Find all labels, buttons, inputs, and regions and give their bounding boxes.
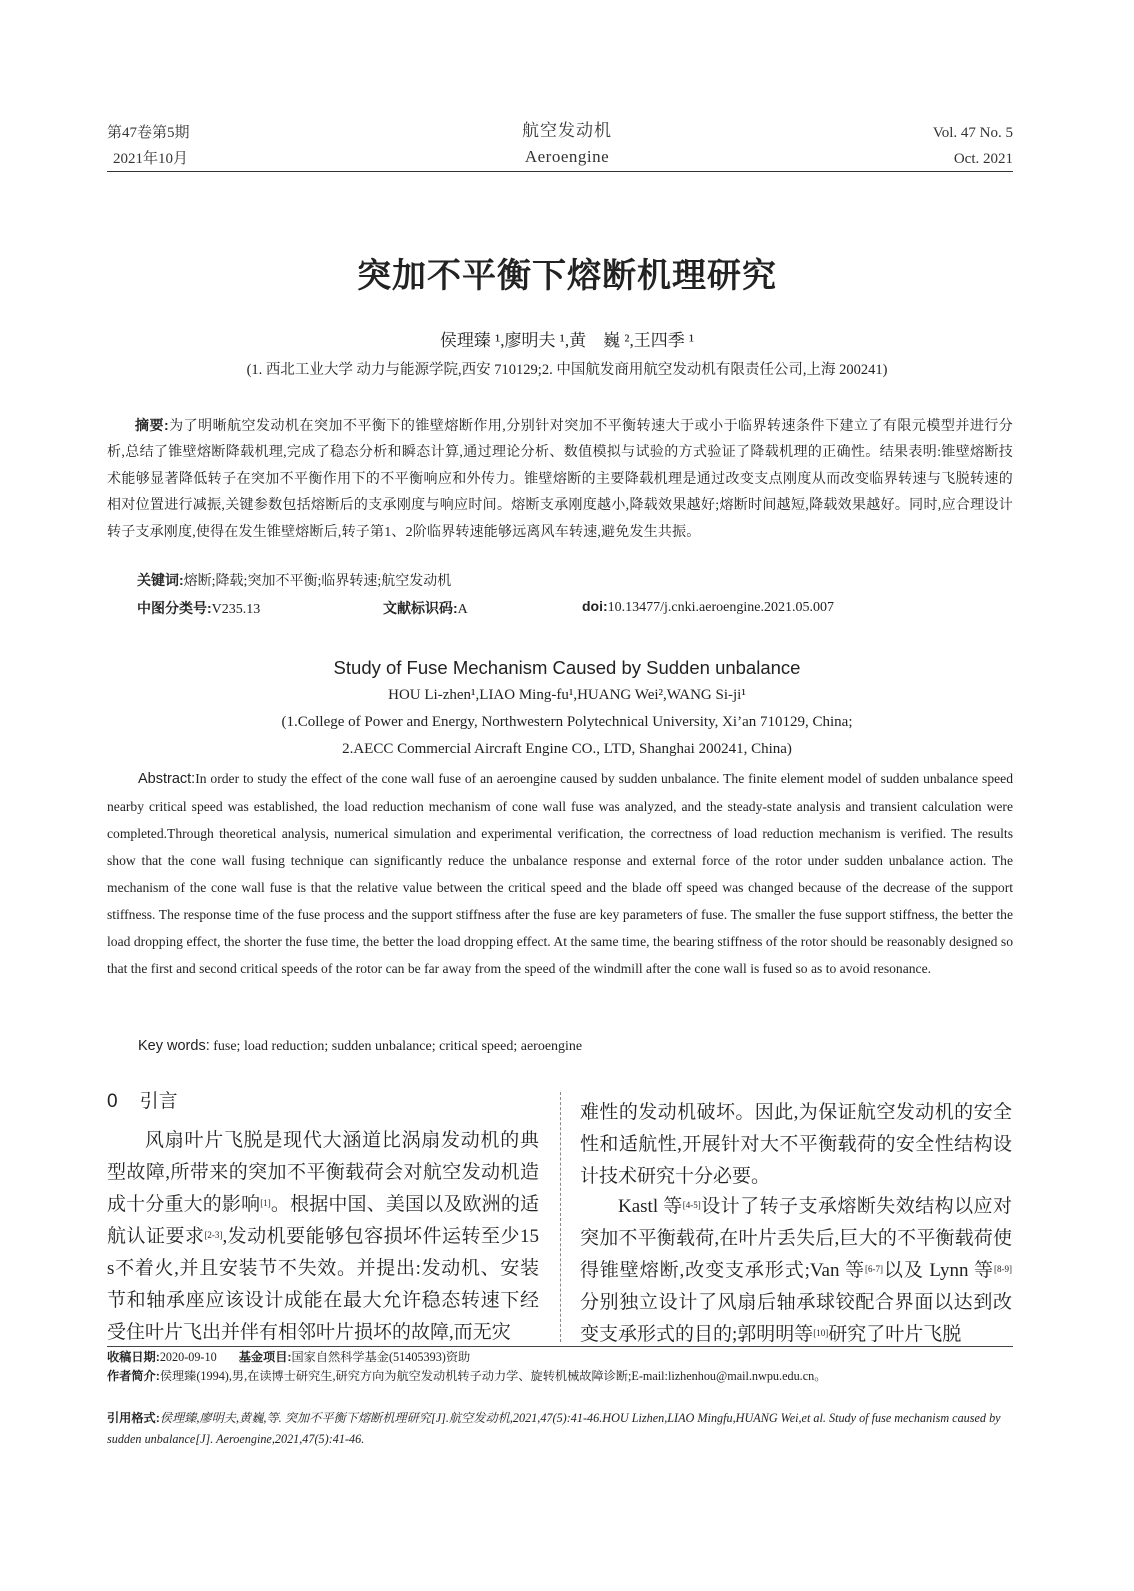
intro-paragraph-left (107, 1125, 539, 1349)
doi-value: 10.13477/j.cnki.aeroengine.2021.05.007 (607, 600, 834, 615)
title-en: Study of Fuse Mechanism Caused by Sudden unbalance (333, 657, 801, 678)
abstract-cn-text: 为了明晰航空发动机在突加不平衡下的锥壁熔断作用,分别针对突加不平衡转速大于或小于临界转速条件下建立了有限元模型并进行分析,总结了锥壁熔断降载机理,完成了稳态分析和瞬态计算,通过理论分析、数值模拟与试验的方式验证了降载机理的正确性。结果表明:锥壁熔断技术能够显著降低转子在突加不平衡作用下的不平衡响应和外传力。锥壁熔断的主要降载机理是通过改变支点刚度从而改变临界转速与飞脱转速的相对位置进行减振,关键参数包括熔断后的支承刚度与响应时间。熔断支承刚度越小,降载效果越好;熔断时间越短,降载效果越好。同时,应合理设计转子支承刚度,使得在发生锥壁熔断后,转子第1、2阶临界转速能够远离风车转速,避免发生共振。 (107, 419, 1014, 540)
received-label: 收稿日期: (107, 1350, 160, 1364)
clc-label: 中图分类号: (137, 600, 212, 616)
authors-cn: 侯理臻 ¹,廖明夫 ¹,黄 巍 ²,王四季 ¹ (439, 331, 695, 350)
doi-label: doi: (582, 598, 608, 614)
keywords-en-label: Key words: (138, 1038, 210, 1054)
intro-text: ,发动机要能够包容损坏件运转至少15 s不着火,并且安装节不失效。并提出:发动机、安装节和轴承座应该设计成能在最大允许稳态转速下经受住叶片飞出并伴有相邻叶片损坏的故障,而无灾 (107, 1226, 539, 1343)
volume-date: Oct. 2021 (953, 151, 1013, 167)
keywords-cn-label: 关键词: (137, 572, 184, 588)
citation-label: 引用格式: (107, 1411, 160, 1425)
journal-name-en: Aeroengine (524, 147, 610, 166)
volume-number: Vol. 47 No. 5 (932, 125, 1013, 141)
column-divider (560, 1092, 561, 1342)
header-rule (107, 171, 1013, 172)
citation-ref: [10] (813, 1328, 829, 1338)
keywords-en (138, 1038, 582, 1055)
citation-text: 侯理臻,廖明夫,黄巍,等. 突加不平衡下熔断机理研究[J].航空发动机,2021,47(5):41-46.HOU Lizhen,LIAO Mingfu,HUANG Wei,et al. Study of fuse mechanism caused by sudden unbalance[J]. Aeroengine,2021,47(5):41-46. (107, 1411, 1001, 1446)
abstract-en (107, 765, 1013, 982)
footnote-received (107, 1348, 1013, 1367)
affiliation-cn: (1. 西北工业大学 动力与能源学院,西安 710129;2. 中国航发商用航空发动机有限责任公司,上海 200241) (246, 362, 888, 378)
issue-volume: 第47卷第5期 (107, 125, 190, 141)
author-bio-value: 侯理臻(1994),男,在读博士研究生,研究方向为航空发动机转子动力学、旋转机械故障诊断;E-mail:lizhenhou@mail.nwpu.edu.cn。 (159, 1369, 827, 1383)
intro-paragraph-right-1: 难性的发动机破坏。因此,为保证航空发动机的安全性和适航性,开展针对大不平衡载荷的安全性结构设计技术研究十分必要。 (580, 1102, 1012, 1187)
doc-label: 文献标识码: (383, 600, 458, 616)
citation-ref: [6-7] (865, 1264, 884, 1274)
citation-format (107, 1408, 1013, 1450)
journal-volume-en (933, 120, 1013, 172)
author-bio-label: 作者简介: (107, 1369, 160, 1383)
citation-ref: [4-5] (682, 1200, 701, 1210)
keywords-cn-text: 熔断;降载;突加不平衡;临界转速;航空发动机 (183, 574, 452, 589)
section-number: 0 (107, 1091, 118, 1112)
journal-name-cn: 航空发动机 (522, 121, 612, 140)
intro-text: 。根据中国、美国以及欧洲的适航认证要求 (107, 1194, 539, 1247)
doi (582, 598, 834, 616)
citation-ref: [2-3] (204, 1230, 223, 1240)
doc-value: A (457, 602, 468, 617)
abstract-cn (107, 412, 1013, 546)
authors-en: HOU Li-zhen¹,LIAO Ming-fu¹,HUANG Wei²,WANG Si-ji¹ (388, 687, 746, 703)
footnote-rule (107, 1346, 1013, 1347)
intro-text: 分别独立设计了风扇后轴承球铰配合界面以达到改变支承形式的目的;郭明明等 (580, 1292, 1012, 1345)
abstract-cn-label: 摘要: (135, 417, 169, 433)
fund-value: 国家自然科学基金(51405393)资助 (291, 1350, 471, 1364)
doc-code (383, 598, 468, 618)
clc-value: V235.13 (211, 602, 261, 617)
received-value: 2020-09-10 (159, 1350, 217, 1364)
clc-number (137, 598, 260, 618)
citation-ref: [1] (260, 1198, 271, 1208)
section-heading (107, 1086, 178, 1113)
issue-date: 2021年10月 (113, 151, 189, 167)
abstract-en-label: Abstract: (138, 771, 196, 787)
keywords-en-text: fuse; load reduction; sudden unbalance; critical speed; aeroengine (213, 1039, 583, 1054)
abstract-en-text: In order to study the effect of the cone wall fuse of an aeroengine caused by sudden unbalance. The finite element model of sudden unbalance speed nearby critical speed was established, the load reduction mechanism of cone wall fuse was analyzed, and the steady-state analysis and transient calculation were completed.Through theoretical analysis, numerical simulation and experimental verification, the correctness of load reduction mechanism is verified. The results show that the cone wall fusing technique can significantly reduce the unbalance response and external force of the rotor under sudden unbalance action. The mechanism of the cone wall fuse is that the relative value between the critical speed and the blade off speed was changed because of the decrease of the support stiffness. The response time of the fuse process and the support stiffness after the fuse are key parameters of fuse. The smaller the fuse support stiffness, the better the load dropping effect, the shorter the fuse time, the better the load dropping effect. At the same time, the bearing stiffness of the rotor should be reasonably designed so that the first and second critical speeds of the rotor can be far away from the speed of the windmill after the cone wall is fused so as to avoid resonance. (107, 771, 1013, 976)
fund-label: 基金项目: (238, 1350, 292, 1364)
page-title: 突加不平衡下熔断机理研究 (357, 258, 777, 295)
intro-text: 设计了转子支承熔断失效结构以应对突加不平衡载荷,在叶片丢失后,巨大的不平衡载荷使得锥壁熔断,改变支承形式;Van 等 (580, 1196, 1012, 1281)
affiliation-en-2: 2.AECC Commercial Aircraft Engine CO., LTD, Shanghai 200241, China) (342, 741, 792, 757)
intro-text: 研究了叶片飞脱 (828, 1324, 962, 1345)
intro-text: 风扇叶片飞脱是现代大涵道比涡扇发动机的典型故障,所带来的突加不平衡载荷会对航空发动机造成十分重大的影响 (107, 1130, 539, 1215)
footnote-author (107, 1367, 1013, 1386)
citation-ref: [8-9] (994, 1264, 1013, 1274)
keywords-cn (137, 570, 451, 590)
intro-text: 以及 Lynn 等 (883, 1260, 995, 1281)
affiliation-en-1: (1.College of Power and Energy, Northwestern Polytechnical University, Xi’an 710129, China; (281, 714, 853, 730)
intro-paragraph-right-2 (580, 1191, 1012, 1351)
section-title: 引言 (139, 1091, 178, 1112)
intro-text: Kastl 等 (618, 1196, 683, 1217)
